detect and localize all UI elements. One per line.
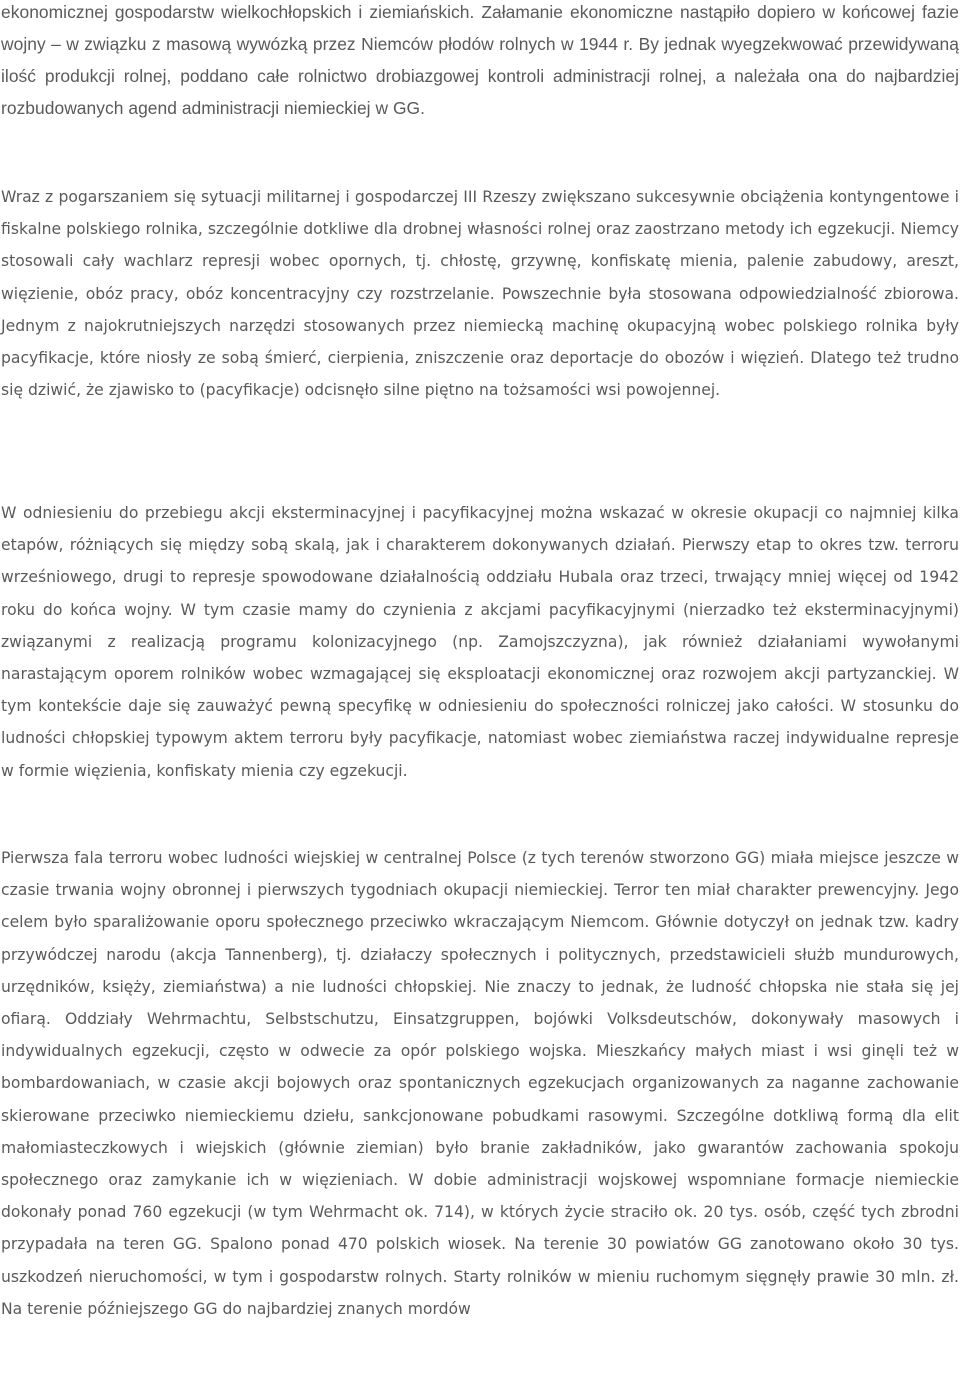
- paragraph-first-wave: Pierwsza fala terroru wobec ludności wiejskiej w centralnej Polsce (z tych terenów stworzono GG) miała miejsce jeszcze w czasie trwania wojny obronnej i pierwszych tygodniach okupacji niemieckiej. Terror ten miał charakter prewencyjny. Jego celem było sparaliżowanie oporu społecznego przeciwko wkraczającym Niemcom. Głównie dotyczył on jednak tzw. kadry przywódczej narodu (akcja Tannenberg), tj. działaczy społecznych i politycznych, przedstawicieli służb mundurowych, urzędników, księży, ziemiaństwa) a nie ludności chłopskiej. Nie znaczy to jednak, że ludność chłopska nie stała się jej ofiarą. Oddziały Wehrmachtu, Selbstschutzu, Einsatzgruppen, bojówki Volksdeutschów, dokonywały masowych i indywidualnych egzekucji, często w odwecie za opór polskiego wojska. Mieszkańcy małych miast i wsi ginęli też w bombardowaniach, w czasie akcji bojowych oraz spontanicznych egzekucjach organizowanych za naganne zachowanie skierowane przeciwko niemieckiemu dziełu, sankcjonowane pobudkami rasowymi. Szczególne dotkliwą formą dla elit małomiasteczkowych i wiejskich (głównie ziemian) było branie zakładników, jako gwarantów zachowania spokoju społecznego oraz zamykanie ich w więzieniach. W dobie administracji wojskowej wspomniane formacje niemieckie dokonały ponad 760 egzekucji (w tym Wehrmacht ok. 714), w których życie straciło ok. 20 tys. osób, część tych zbrodni przypadała na teren GG. Spalono ponad 470 polskich wiosek. Na terenie 30 powiatów GG zanotowano około 30 tys. uszkodzeń nieruchomości, w tym i gospodarstw rolnych. Starty rolników w mieniu ruchomym sięgnęły prawie 30 mln. zł. Na terenie późniejszego GG do najbardziej znanych mordów: [1, 849, 959, 1318]
- paragraph-repressions: Wraz z pogarszaniem się sytuacji militarnej i gospodarczej III Rzeszy zwiększano sukcesywnie obciążenia kontyngentowe i fiskalne polskiego rolnika, szczególnie dotkliwe dla drobnej własności rolnej oraz zaostrzano metody ich egzekucji. Niemcy stosowali cały wachlarz represji wobec opornych, tj. chłostę, grzywnę, konfiskatę mienia, palenie zabudowy, areszt, więzienie, obóz pracy, obóz koncentracyjny czy rozstrzelanie. Powszechnie była stosowana odpowiedzialność zbiorowa. Jednym z najokrutniejszych narzędzi stosowanych przez niemiecką machinę okupacyjną wobec polskiego rolnika były pacyfikacje, które niosły ze sobą śmierć, cierpienia, zniszczenie oraz deportacje do obozów i więzień. Dlatego też trudno się dziwić, że zjawisko to (pacyfikacje) odcisnęło silne piętno na tożsamości wsi powojennej.: [1, 188, 959, 400]
- paragraph-stages: W odniesieniu do przebiegu akcji eksterminacyjnej i pacyfikacyjnej można wskazać w okresie okupacji co najmniej kilka etapów, różniących się między sobą skalą, jak i charakterem dokonywanych działań. Pierwszy etap to okres tzw. terroru wrześniowego, drugi to represje spowodowane działalnością oddziału Hubala oraz trzeci, trwający mniej więcej od 1942 roku do końca wojny. W tym czasie mamy do czynienia z akcjami pacyfikacyjnymi (nierzadko też eksterminacyjnymi) związanymi z realizacją programu kolonizacyjnego (np. Zamojszczyzna), jak również działaniami wywołanymi narastającym oporem rolników wobec wzmagającej się eksploatacji ekonomicznej oraz rozwojem akcji partyzanckiej. W tym kontekście daje się zauważyć pewną specyfikę w odniesieniu do społeczności rolniczej jako całości. W stosunku do ludności chłopskiej typowym aktem terroru były pacyfikacje, natomiast wobec ziemiaństwa raczej indywidualne represje w formie więzienia, konfiskaty mienia czy egzekucji.: [1, 504, 959, 780]
- paragraph-agricultural-control: ekonomicznej gospodarstw wielkochłopskich i ziemiańskich. Załamanie ekonomiczne nastąpiło dopiero w końcowej fazie wojny – w związku z masową wywózką przez Niemców płodów rolnych w 1944 r. By jednak wyegzekwować przewidywaną ilość produkcji rolnej, poddano całe rolnictwo drobiazgowej kontroli administracji rolnej, a należała ona do najbardziej rozbudowanych agend administracji niemieckiej w GG.: [1, 2, 959, 118]
